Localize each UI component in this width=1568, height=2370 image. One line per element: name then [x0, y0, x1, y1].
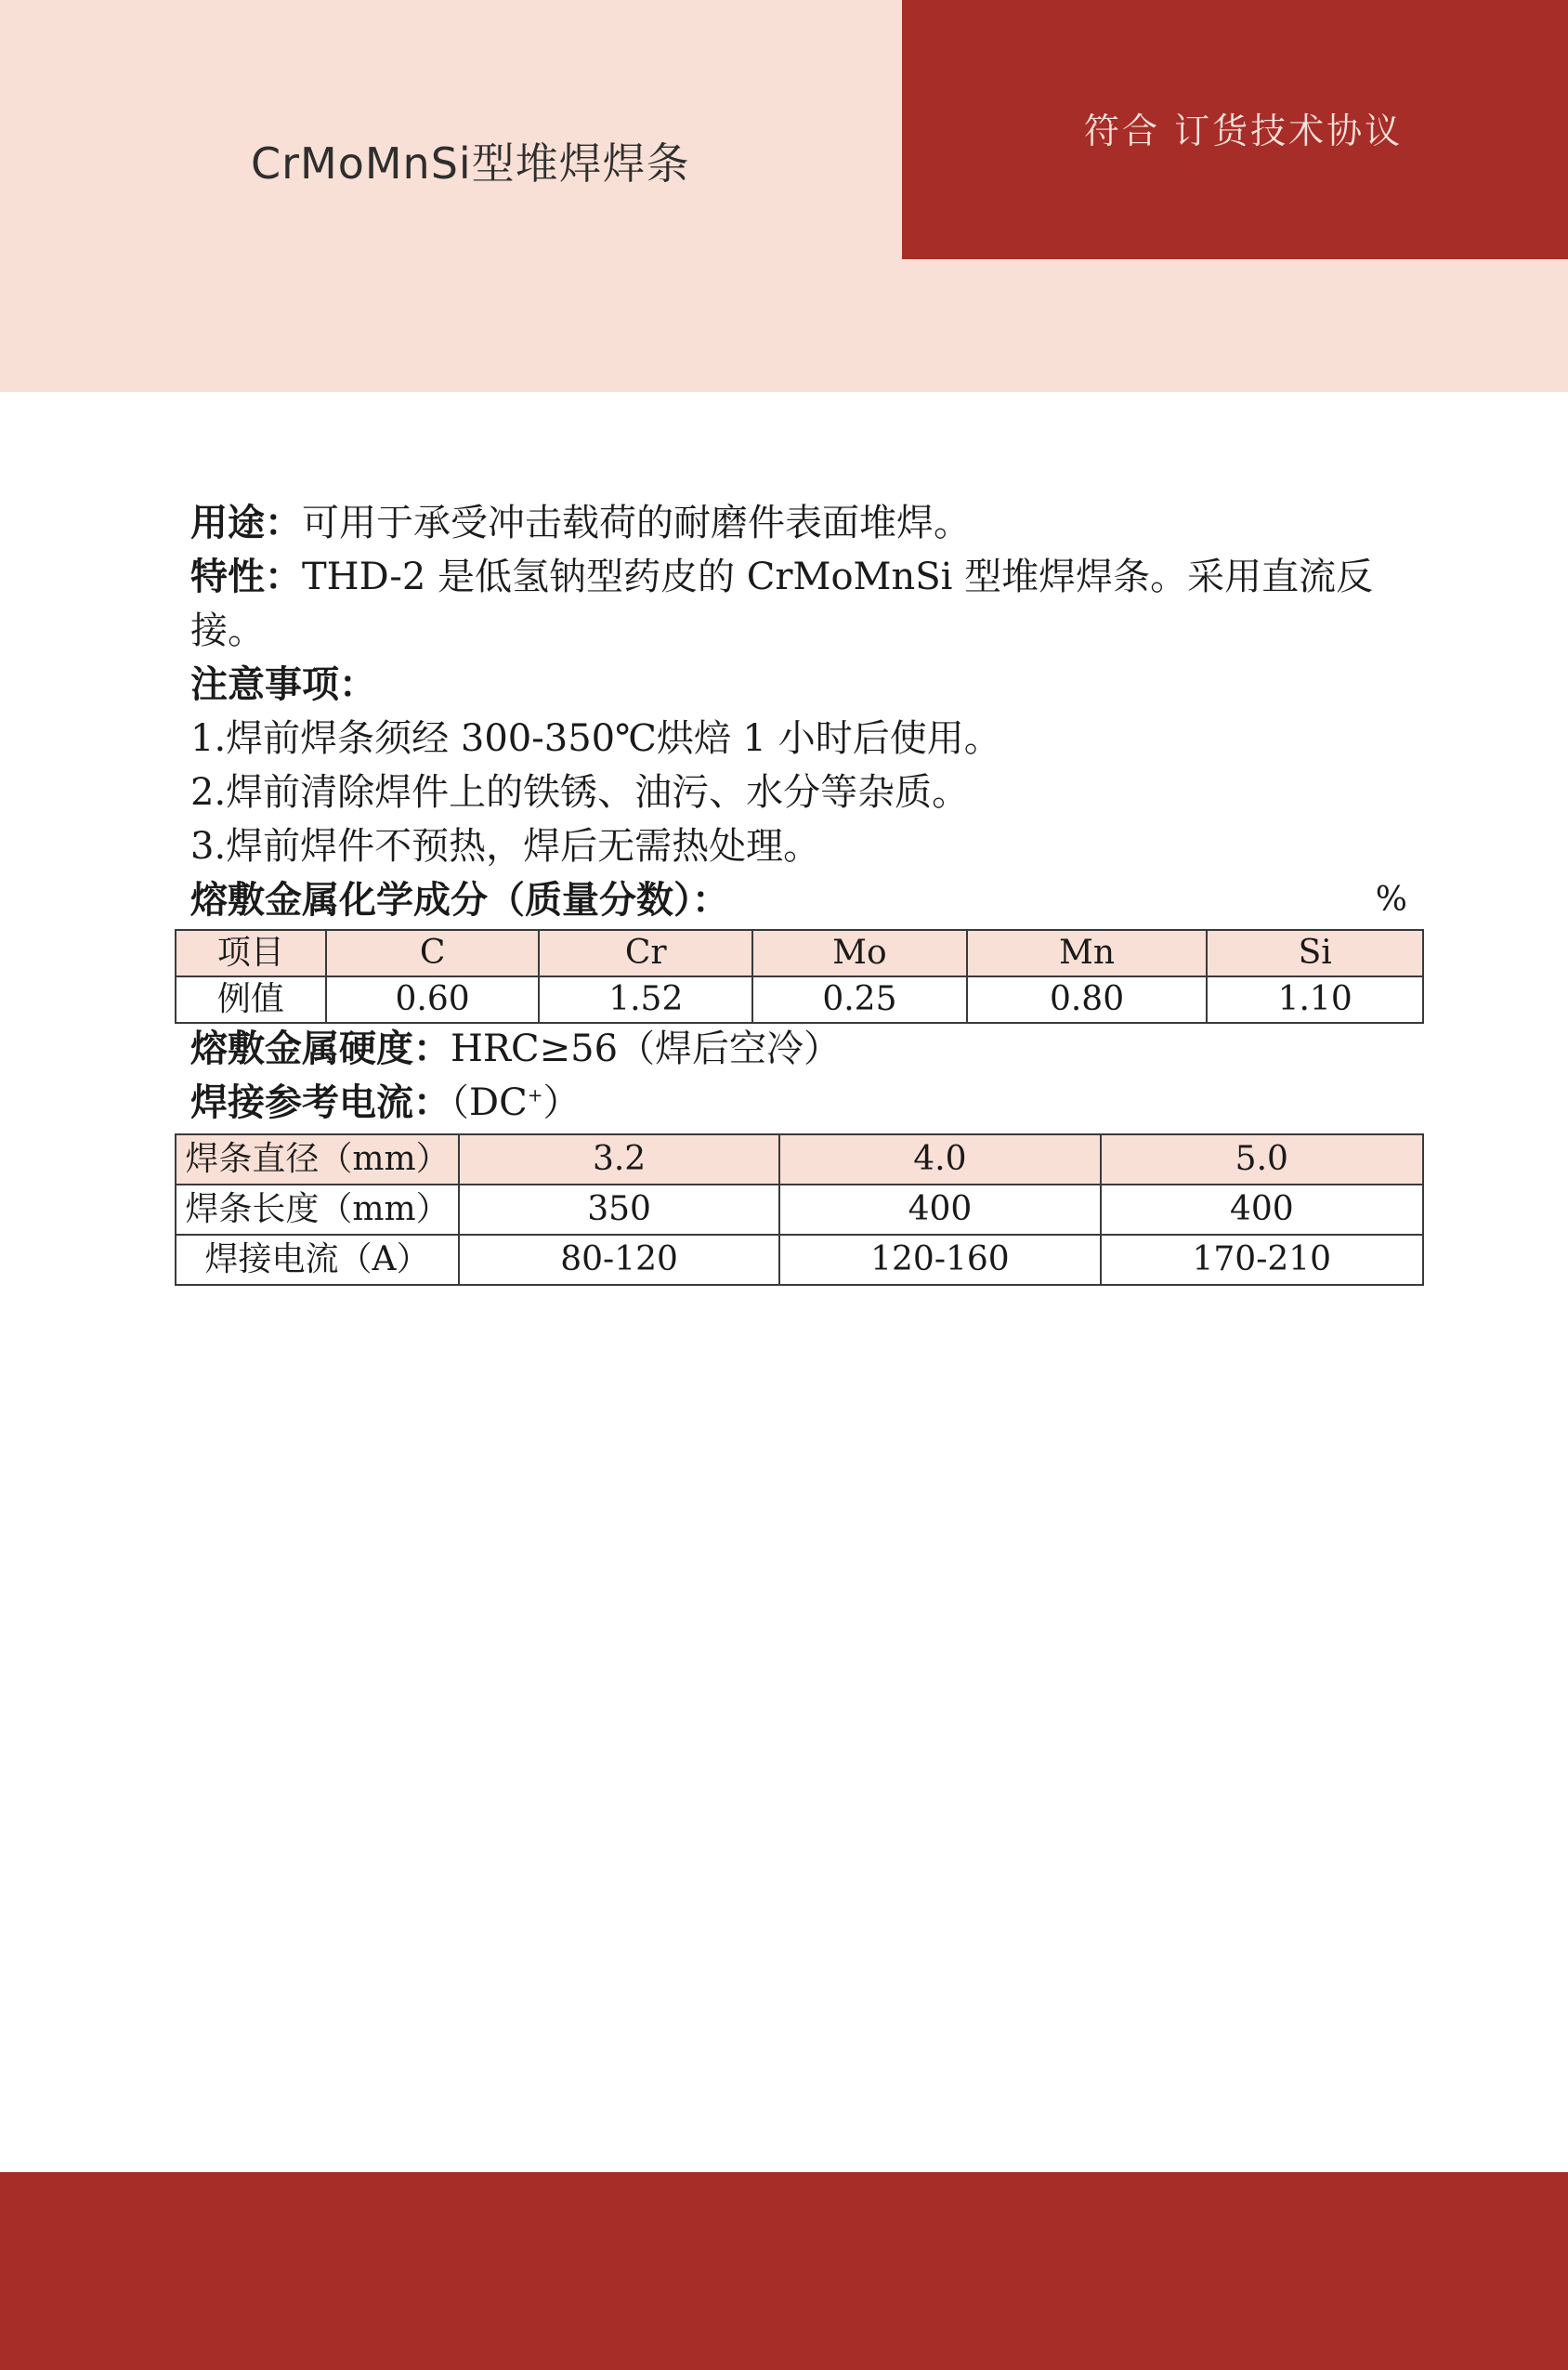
value-cell: 120-160 — [779, 1235, 1100, 1285]
property-line — [190, 550, 1426, 658]
value-cell: 400 — [779, 1185, 1100, 1235]
header-cell: C — [326, 930, 540, 976]
table-row — [176, 976, 1423, 1023]
row-label-cell: 例值 — [176, 976, 326, 1023]
hardness-label: 熔敷金属硬度： — [190, 1028, 451, 1070]
product-title: CrMoMnSi型堆焊焊条 — [251, 138, 690, 189]
value-cell: 350 — [459, 1185, 779, 1235]
current-polarity: + — [527, 1083, 543, 1106]
usage-text: 可用于承受冲击载荷的耐磨件表面堆焊。 — [302, 502, 971, 544]
row-label-cell: 焊条长度（mm） — [176, 1185, 459, 1235]
current-line — [190, 1076, 1426, 1130]
chem-unit: % — [1375, 881, 1407, 919]
property-text: THD-2 是低氢钠型药皮的 CrMoMnSi 型堆焊焊条。采用直流反接。 — [190, 556, 1374, 652]
notes-label: 注意事项： — [190, 663, 376, 706]
chem-label: 熔敷金属化学成分（质量分数）： — [190, 879, 729, 922]
value-cell: 80-120 — [459, 1235, 779, 1285]
compliance-badge-text: 符合 订货技术协议 — [1084, 111, 1404, 151]
hardness-text: HRC≥56（焊后空冷） — [451, 1028, 842, 1070]
usage-line — [190, 496, 1426, 550]
welding-current-table — [175, 1133, 1424, 1286]
table-row — [176, 1185, 1423, 1235]
note-item: 2.焊前清除焊件上的铁锈、油污、水分等杂质。 — [190, 771, 970, 814]
row-label-cell: 焊条直径（mm） — [176, 1134, 459, 1185]
spec-content-lower — [190, 1022, 1426, 1130]
value-cell: 1.10 — [1207, 976, 1423, 1023]
note-item: 1.焊前焊条须经 300-350℃烘焙 1 小时后使用。 — [190, 717, 1001, 760]
usage-label: 用途： — [190, 502, 302, 544]
compliance-badge — [902, 0, 1568, 259]
value-cell: 400 — [1101, 1185, 1423, 1235]
spec-content — [190, 496, 1426, 927]
value-cell: 170-210 — [1101, 1235, 1423, 1285]
header-cell: Mo — [752, 930, 967, 976]
property-label: 特性： — [190, 556, 302, 598]
footer-band — [0, 2172, 1568, 2370]
value-cell: 1.52 — [539, 976, 752, 1023]
header-cell: 项目 — [176, 930, 326, 976]
header-cell: Mn — [967, 930, 1208, 976]
current-label: 焊接参考电流： — [190, 1081, 451, 1124]
current-text-suffix: ） — [542, 1081, 581, 1124]
table-row — [176, 1235, 1423, 1285]
note-item: 3.焊前焊件不预热，焊后无需热处理。 — [190, 825, 821, 868]
hardness-line — [190, 1022, 1426, 1076]
value-cell: 0.80 — [967, 976, 1208, 1023]
value-cell: 3.2 — [459, 1134, 779, 1185]
chemical-composition-table — [175, 929, 1424, 1024]
table-header-row — [176, 930, 1423, 976]
chem-title-row — [190, 873, 1426, 927]
value-cell: 0.25 — [752, 976, 967, 1023]
value-cell: 4.0 — [779, 1134, 1100, 1185]
current-text-prefix: （DC — [451, 1081, 528, 1124]
value-cell: 0.60 — [326, 976, 540, 1023]
header-cell: Cr — [539, 930, 752, 976]
table-header-row — [176, 1134, 1423, 1185]
row-label-cell: 焊接电流（A） — [176, 1235, 459, 1285]
header-cell: Si — [1207, 930, 1423, 976]
value-cell: 5.0 — [1101, 1134, 1423, 1185]
